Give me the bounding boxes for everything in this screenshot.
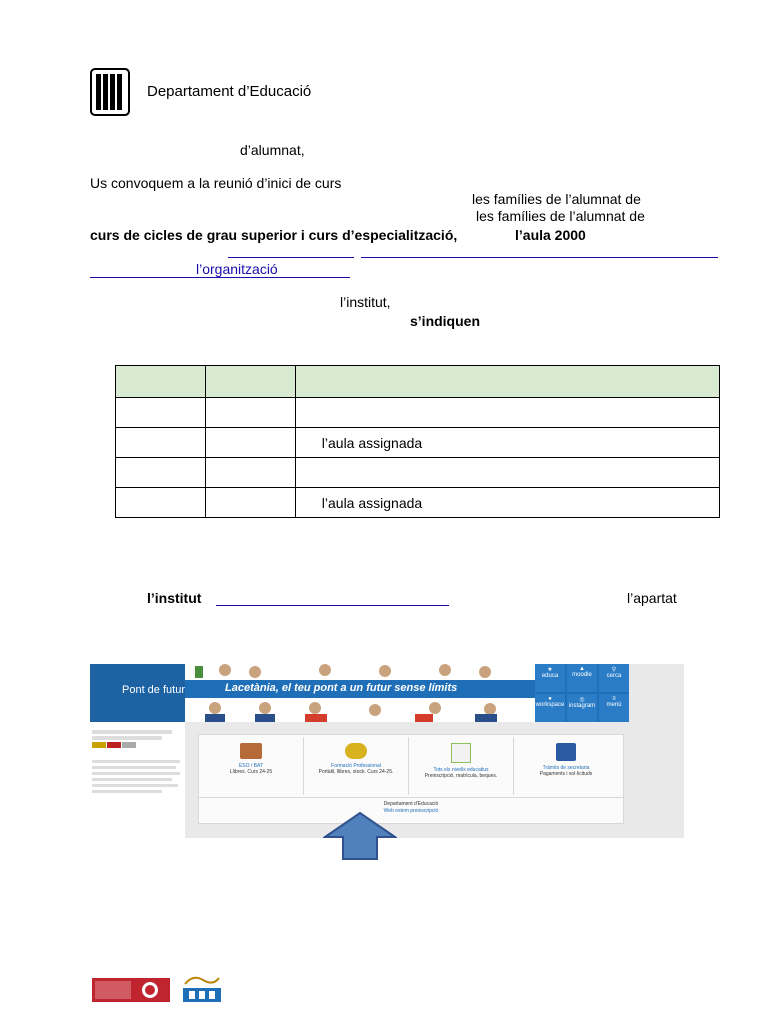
iso-certification-logo <box>92 978 170 1007</box>
services-panel <box>198 734 624 824</box>
table-cell <box>295 458 719 488</box>
table-header-row <box>116 366 720 398</box>
banner-slogan: Lacetània, el teu pont a un futur sense límits <box>225 682 458 694</box>
institut-bold: l’institut <box>147 590 202 606</box>
apartat-text: l’apartat <box>627 590 677 606</box>
generalitat-logo <box>90 68 130 121</box>
schedule-table <box>115 365 720 518</box>
table-cell <box>205 458 295 488</box>
table-cell <box>116 366 206 398</box>
families-line-2: les famílies de l’alumnat de <box>476 208 645 224</box>
tile-cerca[interactable]: ⚲ cerca <box>599 664 629 692</box>
tile-instagram[interactable]: ◎ instagram <box>567 694 597 722</box>
table-cell <box>116 398 206 428</box>
table-row <box>116 458 720 488</box>
table-row <box>116 398 720 428</box>
link-underline-1[interactable] <box>228 257 354 258</box>
indiquen-bold: s’indiquen <box>410 313 480 329</box>
table-cell: l’aula assignada <box>295 428 719 458</box>
organization-link[interactable]: l’organització <box>196 261 278 277</box>
sidebar-paragraph <box>92 760 182 796</box>
service-secretaria[interactable]: Tràmits de secretaria Pagaments i sol·licituds <box>514 737 618 795</box>
table-row <box>116 488 720 518</box>
bottom-title: Departament d'Educació <box>383 801 439 807</box>
families-line-1: les famílies de l’alumnat de <box>472 191 641 207</box>
intro-line: Us convoquem a la reunió d’inici de curs <box>90 175 342 191</box>
bottom-link[interactable]: Web estem preinscripció <box>383 808 439 814</box>
quick-tiles <box>535 664 629 722</box>
table-cell: l’aula assignada <box>295 488 719 518</box>
service-fp[interactable]: Formació Professional Portàtil, llibres, stock. Curs 24-25. <box>304 737 409 795</box>
institut-line: l’institut, <box>340 294 391 310</box>
up-arrow-icon <box>323 811 397 866</box>
tile-educa[interactable]: ★ educa <box>535 664 565 692</box>
table-cell <box>116 488 206 518</box>
table-cell <box>295 398 719 428</box>
aula-bold: l’aula 2000 <box>515 227 586 243</box>
table-cell <box>116 428 206 458</box>
department-title: Departament d’Educació <box>147 83 312 100</box>
tile-moodle[interactable]: ▲ moodle <box>567 664 597 692</box>
table-cell <box>116 458 206 488</box>
link-underline-2[interactable] <box>361 257 718 258</box>
service-all-levels[interactable]: Tots els nivells educatius Preinscripció, matrícula, beques. <box>409 737 514 795</box>
sidebar-text <box>92 730 182 750</box>
tile-menu[interactable]: ≡ menú <box>599 694 629 722</box>
gears-icon <box>345 743 367 759</box>
institut-link-underline[interactable] <box>216 605 449 606</box>
salutation: d’alumnat, <box>240 142 305 158</box>
table-cell <box>295 366 719 398</box>
table-cell <box>205 398 295 428</box>
service-eso[interactable]: ESO / BAT Llibres. Curs 24-25 <box>199 737 304 795</box>
table-cell <box>205 366 295 398</box>
table-row <box>116 428 720 458</box>
lacetania-logo <box>181 972 223 1009</box>
organization-link-underline[interactable] <box>90 277 350 278</box>
cycles-bold: curs de cicles de grau superior i curs d’especialització, <box>90 227 458 243</box>
books-icon <box>240 743 262 759</box>
banner-stripe <box>185 680 535 698</box>
table-cell <box>205 428 295 458</box>
document-icon <box>556 743 576 761</box>
screenshot-sidebar <box>90 664 185 838</box>
pont-de-futur: Pont de futur <box>122 684 185 696</box>
checklist-icon <box>451 743 471 763</box>
tile-workspace[interactable]: ● workspace <box>535 694 565 722</box>
table-cell <box>205 488 295 518</box>
